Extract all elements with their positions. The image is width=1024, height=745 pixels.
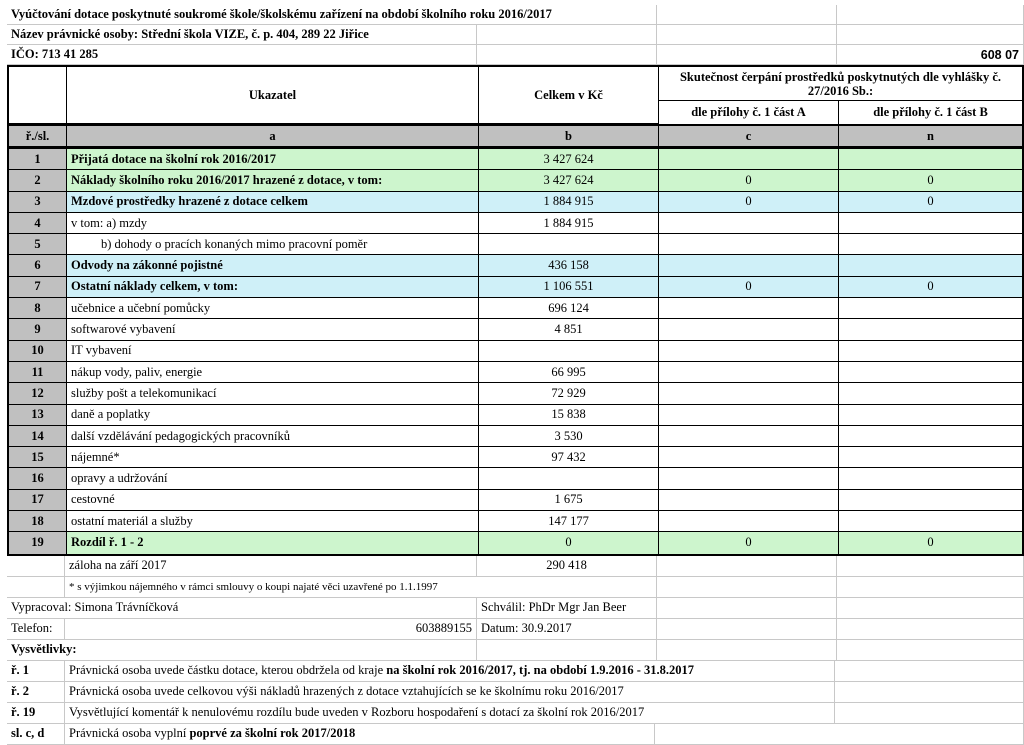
header-skutecnost: Skutečnost čerpání prostředků poskytnutých dle vyhlášky č. 27/2016 Sb.: xyxy=(659,67,1022,101)
explanation-text xyxy=(65,661,835,682)
header-celkem: Celkem v Kč xyxy=(479,67,659,124)
explanations xyxy=(7,661,1024,745)
table-row xyxy=(9,255,1022,276)
row-value-n xyxy=(839,468,1022,489)
row-number: 13 xyxy=(9,405,67,426)
col-b: b xyxy=(479,126,659,147)
row-value-b: 66 995 xyxy=(479,362,659,383)
row-number: 16 xyxy=(9,468,67,489)
explanation-key: sl. c, d xyxy=(7,724,65,745)
row-label: služby pošt a telekomunikací xyxy=(67,383,479,404)
row-value-b: 3 530 xyxy=(479,426,659,447)
row-value-n xyxy=(839,213,1022,234)
table-row xyxy=(9,468,1022,489)
row-value-n xyxy=(839,341,1022,362)
row-value-b: 1 675 xyxy=(479,490,659,511)
column-letters-row xyxy=(9,124,1022,149)
row-number: 19 xyxy=(9,532,67,553)
row-value-n: 0 xyxy=(839,277,1022,298)
row-value-c xyxy=(659,362,839,383)
table-body xyxy=(9,149,1022,554)
datum: Datum: 30.9.2017 xyxy=(477,619,657,640)
row-value-b: 1 106 551 xyxy=(479,277,659,298)
row-value-b xyxy=(479,341,659,362)
table-row xyxy=(9,383,1022,404)
row-value-c xyxy=(659,468,839,489)
row-value-b: 696 124 xyxy=(479,298,659,319)
table-row xyxy=(9,170,1022,191)
row-value-b xyxy=(479,468,659,489)
row-value-c xyxy=(659,511,839,532)
zaloha-value: 290 418 xyxy=(477,556,657,577)
form-code: 608 07 xyxy=(837,45,1024,65)
row-label: IT vybavení xyxy=(67,341,479,362)
row-label: Odvody na zákonné pojistné xyxy=(67,255,479,276)
row-number: 4 xyxy=(9,213,67,234)
row-label: Rozdíl ř. 1 - 2 xyxy=(67,532,479,553)
header-cast-a: dle přílohy č. 1 část A xyxy=(659,101,839,124)
row-label: učebnice a učební pomůcky xyxy=(67,298,479,319)
row-value-c xyxy=(659,255,839,276)
header-cast-b: dle přílohy č. 1 část B xyxy=(873,105,988,119)
row-number: 8 xyxy=(9,298,67,319)
zaloha-label: záloha na září 2017 xyxy=(65,556,477,577)
row-value-n xyxy=(839,298,1022,319)
row-value-c xyxy=(659,383,839,404)
row-value-c xyxy=(659,405,839,426)
explanation-row xyxy=(7,661,1024,682)
explanation-text xyxy=(65,724,655,745)
row-value-c: 0 xyxy=(659,277,839,298)
row-number: 3 xyxy=(9,192,67,213)
vypracoval: Vypracoval: Simona Trávníčková xyxy=(7,598,477,619)
zaloha-row xyxy=(7,556,1024,577)
row-value-b: 15 838 xyxy=(479,405,659,426)
report-table xyxy=(7,65,1024,556)
header-ukazatel: Ukazatel xyxy=(67,67,479,124)
row-value-n xyxy=(839,255,1022,276)
report-title: Vyúčtování dotace poskytnuté soukromé škole/školskému zařízení na období školního roku 2016/2017 xyxy=(7,5,657,25)
table-row xyxy=(9,277,1022,298)
telefon: 603889155 xyxy=(65,619,477,640)
row-number: 11 xyxy=(9,362,67,383)
table-header xyxy=(9,67,1022,124)
table-row xyxy=(9,405,1022,426)
table-row xyxy=(9,298,1022,319)
row-value-n xyxy=(839,426,1022,447)
row-number: 5 xyxy=(9,234,67,255)
row-number: 2 xyxy=(9,170,67,191)
table-row xyxy=(9,447,1022,468)
row-value-b: 1 884 915 xyxy=(479,213,659,234)
row-value-b: 3 427 624 xyxy=(479,170,659,191)
row-value-b: 4 851 xyxy=(479,319,659,340)
row-value-b xyxy=(479,234,659,255)
vypracoval-row xyxy=(7,598,1024,619)
row-label: daně a poplatky xyxy=(67,405,479,426)
row-number: 6 xyxy=(9,255,67,276)
explanation-plain: Právnická osoba vyplní xyxy=(69,726,190,741)
row-number: 15 xyxy=(9,447,67,468)
explanation-row xyxy=(7,682,1024,703)
row-value-n xyxy=(839,511,1022,532)
explanation-plain: Právnická osoba uvede celkovou výši nákladů hrazených z dotace vztahujících se ke školnímu roku 2016/2017 xyxy=(69,684,624,699)
explanation-row xyxy=(7,703,1024,724)
row-value-c xyxy=(659,298,839,319)
explanation-bold: na školní rok 2016/2017, tj. na období 1.9.2016 - 31.8.2017 xyxy=(386,663,695,678)
explanation-bold: poprvé za školní rok 2017/2018 xyxy=(189,726,356,741)
row-value-c xyxy=(659,447,839,468)
row-value-b: 1 884 915 xyxy=(479,192,659,213)
row-value-b: 0 xyxy=(479,532,659,553)
row-value-n xyxy=(839,490,1022,511)
row-label: nájemné* xyxy=(67,447,479,468)
row-label: v tom: a) mzdy xyxy=(67,213,479,234)
row-value-b: 147 177 xyxy=(479,511,659,532)
row-value-b: 436 158 xyxy=(479,255,659,276)
row-number: 12 xyxy=(9,383,67,404)
ico-row xyxy=(7,45,1024,65)
row-value-n: 0 xyxy=(839,170,1022,191)
row-label: další vzdělávání pedagogických pracovníků xyxy=(67,426,479,447)
row-value-b: 97 432 xyxy=(479,447,659,468)
row-number: 18 xyxy=(9,511,67,532)
row-value-c: 0 xyxy=(659,170,839,191)
spreadsheet xyxy=(7,5,1024,745)
telefon-row xyxy=(7,619,1024,640)
table-row xyxy=(9,532,1022,553)
row-number: 14 xyxy=(9,426,67,447)
col-rs: ř./sl. xyxy=(9,126,67,147)
title-row xyxy=(7,5,1024,25)
row-value-n xyxy=(839,362,1022,383)
row-number: 17 xyxy=(9,490,67,511)
table-row xyxy=(9,426,1022,447)
schvalil: Schválil: PhDr Mgr Jan Beer xyxy=(477,598,657,619)
row-value-c xyxy=(659,426,839,447)
explanation-text xyxy=(65,682,835,703)
table-row xyxy=(9,213,1022,234)
row-label: b) dohody o pracích konaných mimo pracovní poměr xyxy=(67,234,479,255)
row-value-n: 0 xyxy=(839,192,1022,213)
row-value-c: 0 xyxy=(659,192,839,213)
row-value-n xyxy=(839,383,1022,404)
row-label: nákup vody, paliv, energie xyxy=(67,362,479,383)
row-value-c xyxy=(659,149,839,170)
row-value-n xyxy=(839,447,1022,468)
explanation-plain: Vysvětlující komentář k nenulovému rozdílu bude uveden v Rozboru hospodaření s dotací za školní rok 2016/2017 xyxy=(69,705,645,720)
row-value-b: 3 427 624 xyxy=(479,149,659,170)
explanation-plain: Právnická osoba uvede částku dotace, kterou obdržela od kraje xyxy=(69,663,387,678)
row-value-b: 72 929 xyxy=(479,383,659,404)
row-value-c xyxy=(659,213,839,234)
explanation-row xyxy=(7,724,1024,745)
row-value-n xyxy=(839,405,1022,426)
col-a: a xyxy=(67,126,479,147)
explanation-key: ř. 1 xyxy=(7,661,65,682)
row-value-n: 0 xyxy=(839,532,1022,553)
explanation-key: ř. 19 xyxy=(7,703,65,724)
row-label: cestovné xyxy=(67,490,479,511)
table-row xyxy=(9,319,1022,340)
explanation-key: ř. 2 xyxy=(7,682,65,703)
org-name: Název právnické osoby: Střední škola VIZE, č. p. 404, 289 22 Jiřice xyxy=(7,25,477,45)
table-row xyxy=(9,234,1022,255)
row-number: 7 xyxy=(9,277,67,298)
row-value-n xyxy=(839,234,1022,255)
row-value-c xyxy=(659,490,839,511)
vysvetlivky-heading: Vysvětlivky: xyxy=(7,640,477,661)
row-label: Ostatní náklady celkem, v tom: xyxy=(67,277,479,298)
row-value-c xyxy=(659,319,839,340)
row-value-n xyxy=(839,149,1022,170)
table-row xyxy=(9,341,1022,362)
row-number: 10 xyxy=(9,341,67,362)
row-label: Mzdové prostředky hrazené z dotace celkem xyxy=(67,192,479,213)
row-value-c xyxy=(659,234,839,255)
table-row xyxy=(9,149,1022,170)
table-row xyxy=(9,511,1022,532)
vysvetlivky-row xyxy=(7,640,1024,661)
table-row xyxy=(9,490,1022,511)
row-value-c: 0 xyxy=(659,532,839,553)
table-row xyxy=(9,192,1022,213)
row-label: softwarové vybavení xyxy=(67,319,479,340)
row-number: 9 xyxy=(9,319,67,340)
explanation-text xyxy=(65,703,835,724)
row-label: opravy a udržování xyxy=(67,468,479,489)
table-row xyxy=(9,362,1022,383)
row-label: Přijatá dotace na školní rok 2016/2017 xyxy=(67,149,479,170)
row-label: ostatní materiál a služby xyxy=(67,511,479,532)
ico: IČO: 713 41 285 xyxy=(7,45,477,65)
row-label: Náklady školního roku 2016/2017 hrazené z dotace, v tom: xyxy=(67,170,479,191)
row-value-n xyxy=(839,319,1022,340)
telefon-label: Telefon: xyxy=(7,619,65,640)
col-n: n xyxy=(839,126,1022,147)
org-row xyxy=(7,25,1024,45)
row-value-c xyxy=(659,341,839,362)
row-number: 1 xyxy=(9,149,67,170)
footnote-row xyxy=(7,577,1024,598)
col-c: c xyxy=(659,126,839,147)
footnote: * s výjimkou nájemného v rámci smlouvy o koupi najaté věci uzavřené po 1.1.1997 xyxy=(65,577,657,598)
